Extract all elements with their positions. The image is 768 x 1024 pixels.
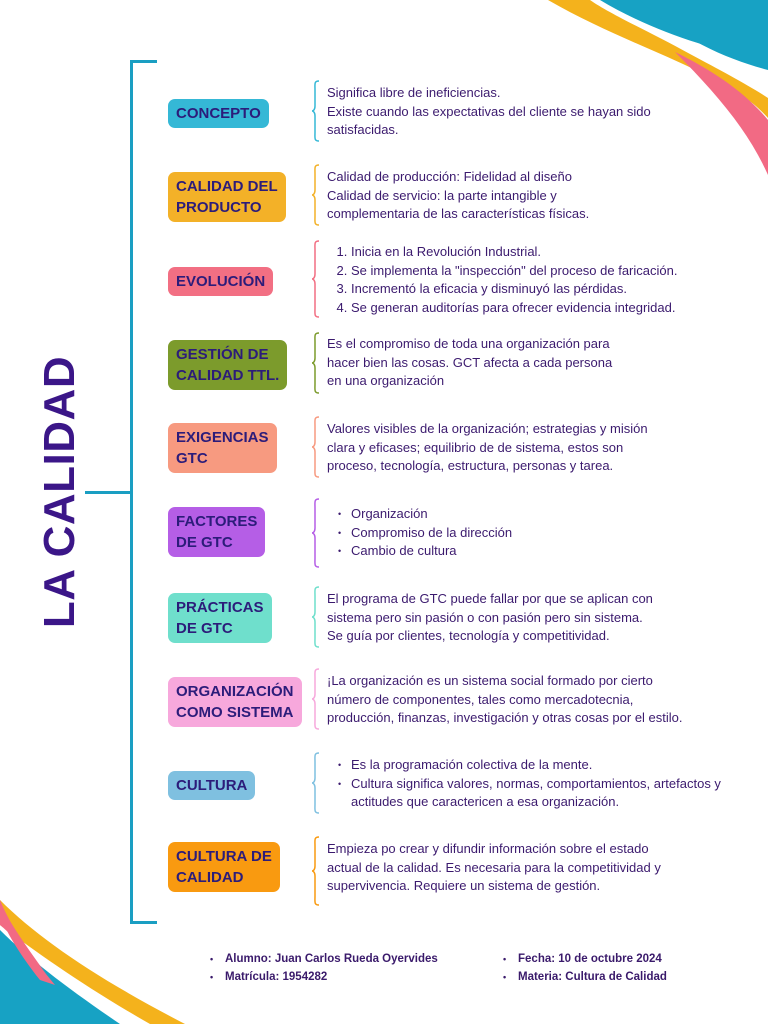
label-line: DE GTC (176, 620, 233, 637)
description-line: satisfacidas. (327, 122, 399, 137)
description-line: complementaria de las características físicas. (327, 206, 590, 221)
label-evolucion (168, 267, 273, 296)
list-item: • Cambio de cultura (351, 542, 747, 561)
label-line: COMO SISTEMA (176, 704, 294, 721)
main-bracket-connector (85, 491, 133, 494)
description-line: ¡La organización es un sistema social formado por cierto (327, 673, 653, 688)
label-line: PRÁCTICAS (176, 599, 264, 616)
description-factores-de-gtc (327, 505, 747, 561)
description-line: Se guía por clientes, tecnología y competitividad. (327, 628, 610, 643)
description-cultura-de-calidad (327, 840, 747, 896)
label-gestion-de-calidad (168, 340, 287, 390)
brace-calidad-del-producto (311, 164, 321, 226)
description-line: en una organización (327, 373, 445, 388)
description-exigencias-gtc (327, 420, 747, 476)
brace-practicas-de-gtc (311, 586, 321, 648)
list-item: 3. Incrementó la eficacia y disminuyó las pérdidas. (351, 280, 747, 299)
description-line: Empieza po crear y difundir información sobre el estado (327, 841, 649, 856)
label-line: GESTIÓN DE (176, 346, 269, 363)
label-line: EVOLUCIÓN (176, 273, 266, 290)
description-line: Calidad de producción: Fidelidad al diseño (327, 169, 572, 184)
brace-cultura-de-calidad (311, 836, 321, 906)
description-line: Es el compromiso de toda una organización para (327, 336, 610, 351)
description-organizacion-como-sistema (327, 672, 747, 728)
label-factores-de-gtc (168, 507, 265, 557)
label-line: FACTORES (176, 513, 258, 530)
label-exigencias-gtc (168, 423, 277, 473)
description-line: El programa de GTC puede fallar por que se aplican con (327, 591, 653, 606)
label-line: EXIGENCIAS (176, 429, 269, 446)
description-line: Significa libre de ineficiencias. (327, 85, 501, 100)
label-line: CULTURA (176, 777, 248, 794)
footer-right (503, 950, 667, 986)
description-line: clara y eficases; equilibrio de de sistema, estos son (327, 439, 624, 455)
list-item: • Es la programación colectiva de la mente. (351, 756, 731, 775)
footer-matricula: • Matrícula: 1954282 (210, 968, 438, 986)
label-cultura (168, 771, 255, 800)
description-practicas-de-gtc (327, 590, 747, 646)
main-title: LA CALIDAD (35, 355, 84, 629)
main-bracket-top (130, 60, 157, 63)
label-concepto (168, 99, 269, 128)
brace-factores-de-gtc (311, 498, 321, 568)
description-line: actual de la calidad. Es necesaria para la competitividad y (327, 859, 661, 875)
description-concepto (327, 84, 747, 140)
bullet-list (327, 756, 731, 812)
description-calidad-del-producto (327, 168, 747, 224)
description-line: sistema pero sin pasión o con pasión pero sin sistema. (327, 609, 643, 625)
label-practicas-de-gtc (168, 593, 272, 643)
description-line: proceso, tecnología, estructura, personas y tarea. (327, 458, 614, 473)
label-organizacion-como-sistema (168, 677, 302, 727)
label-line: CALIDAD TTL. (176, 367, 280, 384)
brace-gestion-de-calidad (311, 332, 321, 394)
brace-evolucion (311, 240, 321, 318)
label-cultura-de-calidad (168, 842, 280, 892)
footer-materia: • Materia: Cultura de Calidad (503, 968, 667, 986)
list-item: 4. Se generan auditorías para ofrecer evidencia integridad. (351, 299, 747, 318)
list-item: • Organización (351, 505, 747, 524)
ordered-list (327, 243, 747, 317)
brace-concepto (311, 80, 321, 142)
top-right-teal-wave-lower (640, 0, 768, 70)
brace-organizacion-como-sistema (311, 668, 321, 730)
brace-cultura (311, 752, 321, 814)
label-line: CALIDAD (176, 869, 244, 886)
footer-left (210, 950, 438, 986)
description-gestion-de-calidad (327, 335, 747, 391)
description-line: número de componentes, tales como mercadotecnia, (327, 691, 634, 707)
description-line: producción, finanzas, investigación y otras cosas por el estilo. (327, 710, 683, 725)
description-line: supervivencia. Requiere un sistema de gestión. (327, 878, 601, 893)
main-bracket-bottom (130, 921, 157, 924)
description-line: hacer bien las cosas. GCT afecta a cada persona (327, 354, 613, 370)
description-line: Calidad de servicio: la parte intangible y (327, 187, 557, 203)
list-item: • Compromiso de la dirección (351, 524, 747, 543)
label-line: ORGANIZACIÓN (176, 683, 294, 700)
label-line: CALIDAD DEL (176, 178, 278, 195)
list-item: • Cultura significa valores, normas, comportamientos, artefactos y actitudes que caractericen a esa organización. (351, 775, 731, 812)
label-line: CONCEPTO (176, 105, 261, 122)
list-item: 1. Inicia en la Revolución Industrial. (351, 243, 747, 262)
description-line: Valores visibles de la organización; estrategias y misión (327, 421, 648, 436)
brace-exigencias-gtc (311, 416, 321, 478)
description-evolucion (327, 243, 747, 317)
description-cultura (327, 756, 747, 812)
footer-alumno: • Alumno: Juan Carlos Rueda Oyervides (210, 950, 438, 968)
label-line: PRODUCTO (176, 199, 262, 216)
list-item: 2. Se implementa la "inspección" del proceso de faricación. (351, 262, 747, 281)
label-calidad-del-producto (168, 172, 286, 222)
label-line: DE GTC (176, 534, 233, 551)
description-line: Existe cuando las expectativas del cliente se hayan sido (327, 103, 651, 119)
footer-fecha: • Fecha: 10 de octubre 2024 (503, 950, 667, 968)
label-line: GTC (176, 450, 208, 467)
label-line: CULTURA DE (176, 848, 272, 865)
bullet-list (327, 505, 747, 561)
